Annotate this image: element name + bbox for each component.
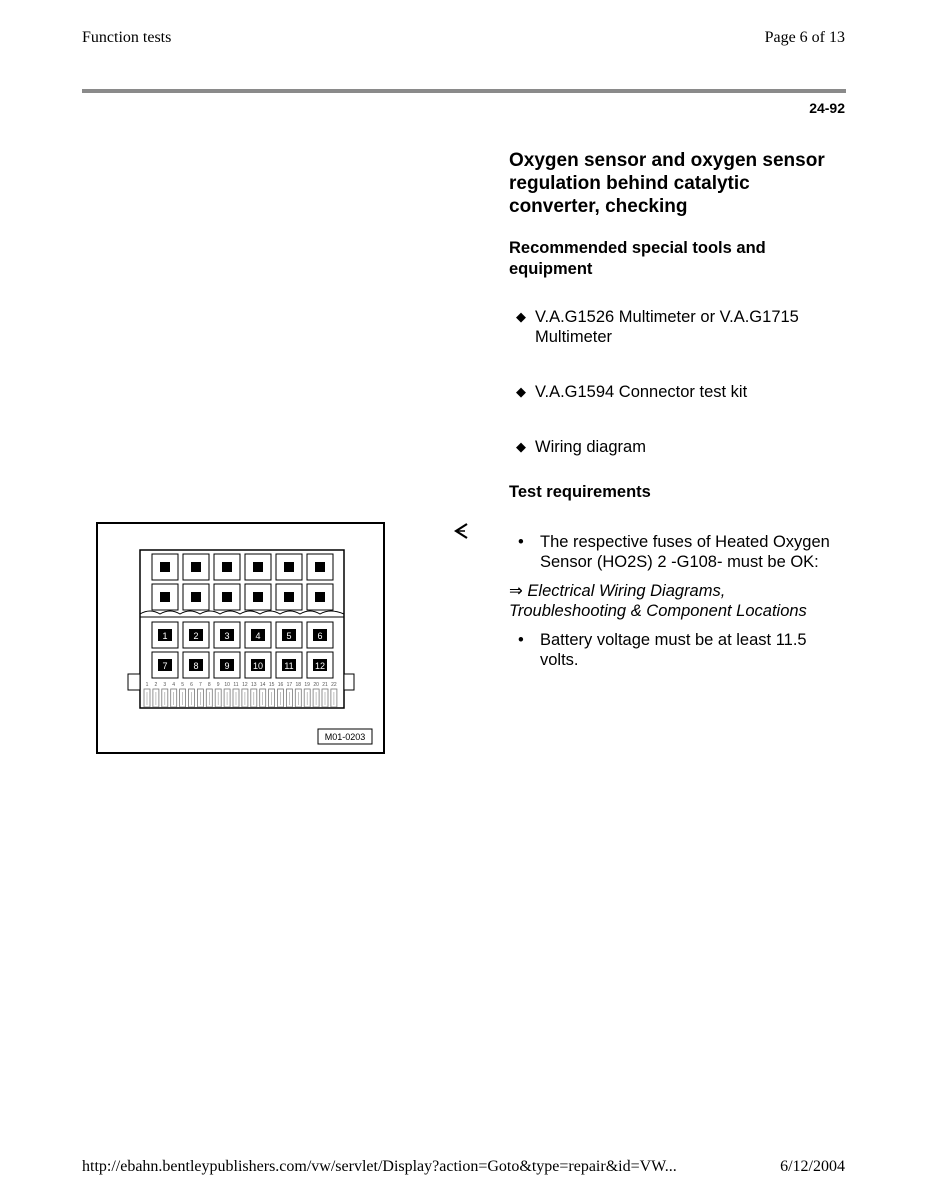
pin <box>331 689 337 707</box>
pin <box>313 689 319 707</box>
list-item <box>509 437 839 457</box>
right-latch <box>344 674 354 690</box>
pin-number: 13 <box>251 682 257 688</box>
fuse-slot <box>245 584 271 610</box>
reference-text: Electrical Wiring Diagrams, Troubleshooting & Component Locations <box>509 582 807 620</box>
pin-number: 12 <box>242 682 248 688</box>
diamond-bullet-icon: ◆ <box>516 309 526 324</box>
pin-number: 21 <box>322 682 328 688</box>
bullet-icon: • <box>518 631 524 649</box>
numbered-fuse-slot <box>214 622 240 648</box>
tool-label: V.A.G1526 Multimeter or V.A.G1715 Multimeter <box>535 308 799 346</box>
numbered-fuse-slot <box>276 622 302 648</box>
fuse-number: 12 <box>314 661 326 671</box>
requirement-text: The respective fuses of Heated Oxygen Sensor (HO2S) 2 -G108- must be OK: <box>540 533 830 571</box>
numbered-fuse-slot <box>276 652 302 678</box>
pin <box>215 689 221 707</box>
pin-number: 2 <box>154 682 158 688</box>
numbered-fuse-slot <box>152 652 178 678</box>
bullet-icon: • <box>518 533 524 551</box>
header-title: Function tests <box>82 29 172 46</box>
pin <box>278 689 284 707</box>
numbered-fuse-slot <box>307 652 333 678</box>
fuse-number: 7 <box>162 661 168 671</box>
pin <box>180 689 186 707</box>
fuse-number: 10 <box>252 661 264 671</box>
tools-heading: Recommended special tools and equipment <box>509 239 766 278</box>
numbered-fuse-slot <box>307 622 333 648</box>
numbered-fuse-slot <box>214 652 240 678</box>
fuse-slot <box>214 584 240 610</box>
pin <box>304 689 310 707</box>
pin-number: 4 <box>172 682 176 688</box>
procedure-content <box>509 149 839 670</box>
page-number: 24-92 <box>809 100 845 116</box>
list-item <box>509 532 839 572</box>
pin <box>197 689 203 707</box>
requirements-list-continued <box>509 630 839 670</box>
pin-number: 5 <box>181 682 184 688</box>
pin <box>286 689 292 707</box>
fuse-slot <box>307 554 333 580</box>
fuse-number: 6 <box>317 631 323 641</box>
pin-number: 14 <box>259 682 266 688</box>
pin-number: 11 <box>233 682 239 688</box>
fuse-slot <box>183 584 209 610</box>
pin <box>260 689 266 707</box>
fuse-number: 8 <box>193 661 199 671</box>
fuse-number: 9 <box>224 661 230 671</box>
pin <box>162 689 168 707</box>
diamond-bullet-icon: ◆ <box>516 384 526 399</box>
list-item <box>509 382 839 402</box>
pin <box>322 689 328 707</box>
pin-number: 17 <box>286 682 293 688</box>
numbered-fuse-slot <box>245 652 271 678</box>
diamond-bullet-icon: ◆ <box>516 439 526 454</box>
fuse-box-figure <box>96 522 385 754</box>
fuse-slot <box>214 554 240 580</box>
pin <box>242 689 248 707</box>
wiring-diagram-link[interactable] <box>509 581 839 621</box>
pin-number: 7 <box>199 682 202 688</box>
pin <box>251 689 257 707</box>
pin-number: 15 <box>268 682 275 688</box>
numbered-fuse-slot <box>183 652 209 678</box>
pin-number: 18 <box>295 682 302 688</box>
fuse-slot <box>152 584 178 610</box>
requirements-heading: Test requirements <box>509 483 651 501</box>
fuse-slot <box>276 554 302 580</box>
pin-number: 6 <box>190 682 193 688</box>
tool-label: V.A.G1594 Connector test kit <box>535 383 748 401</box>
fuse-number: 3 <box>224 631 230 641</box>
source-url[interactable]: http://ebahn.bentleypublishers.com/vw/servlet/Display?action=Goto&type=repair&id=VW... <box>82 1158 677 1175</box>
fuse-slot <box>276 584 302 610</box>
numbered-fuse-slot <box>245 622 271 648</box>
pin <box>171 689 177 707</box>
pin <box>144 689 150 707</box>
pin-number: 9 <box>216 682 220 688</box>
fuse-number: 2 <box>193 631 199 641</box>
print-date: 6/12/2004 <box>780 1158 845 1175</box>
fuse-number: 1 <box>162 631 168 641</box>
figure-pointer-icon <box>454 522 470 540</box>
pin-number: 20 <box>313 682 319 688</box>
header-divider <box>82 89 846 93</box>
pin <box>224 689 230 707</box>
fuse-slot <box>245 554 271 580</box>
tool-label: Wiring diagram <box>535 438 646 456</box>
fuse-slot <box>152 554 178 580</box>
fuse-slot <box>183 554 209 580</box>
reference-arrow-icon: ⇒ <box>509 582 523 600</box>
pin-number: 10 <box>224 682 230 688</box>
pin-number: 1 <box>145 682 149 688</box>
pin-number: 22 <box>331 682 337 688</box>
pin-number: 8 <box>207 682 211 688</box>
fuse-slot <box>307 584 333 610</box>
pin <box>269 689 275 707</box>
pin-number: 16 <box>277 682 284 688</box>
left-latch <box>128 674 140 690</box>
tools-list <box>509 307 839 457</box>
fuse-number: 11 <box>284 661 294 671</box>
requirements-list <box>509 532 839 572</box>
list-item <box>509 307 839 347</box>
header-page-count: Page 6 of 13 <box>764 29 845 46</box>
numbered-fuse-slot <box>152 622 178 648</box>
requirement-text: Battery voltage must be at least 11.5 volts. <box>540 631 807 669</box>
fuse-number: 4 <box>255 631 261 641</box>
pin-number: 19 <box>304 682 310 688</box>
fuse-box-diagram <box>98 524 383 752</box>
pin-number: 3 <box>163 682 167 688</box>
pin <box>189 689 195 707</box>
pin-number-row <box>146 682 337 688</box>
figure-code: M01-0203 <box>324 732 366 742</box>
fuse-number: 5 <box>286 631 292 641</box>
pin <box>233 689 239 707</box>
numbered-fuse-slot <box>183 622 209 648</box>
pin <box>206 689 212 707</box>
pin <box>295 689 301 707</box>
list-item <box>509 630 839 670</box>
procedure-title: Oxygen sensor and oxygen sensor regulation behind catalytic converter, checking <box>509 150 825 217</box>
pin <box>153 689 159 707</box>
